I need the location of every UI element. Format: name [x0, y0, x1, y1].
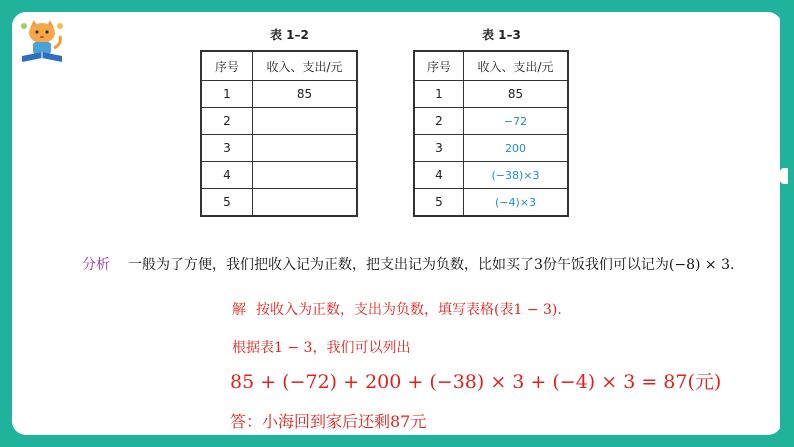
- table-row: [201, 189, 357, 217]
- table-cell: 3: [201, 135, 253, 162]
- column-header: 序号: [414, 51, 464, 81]
- table-cell: [253, 162, 358, 189]
- filled-table-cell: 200: [464, 135, 569, 162]
- table-row: [414, 81, 568, 108]
- solution-paragraph: [232, 299, 562, 319]
- table-row: [414, 135, 568, 162]
- table-cell: 4: [201, 162, 253, 189]
- table-row: [414, 189, 568, 217]
- table-row: [201, 81, 357, 108]
- column-header: 收入、支出/元: [464, 51, 569, 81]
- equation: 85 + (−72) + 200 + (−38) × 3 + (−4) × 3 = 87(元): [230, 371, 722, 393]
- side-tab: [780, 0, 794, 447]
- slide-canvas: [12, 12, 782, 435]
- filled-table-cell: −72: [464, 108, 569, 135]
- table-row: [201, 135, 357, 162]
- table-cell: [253, 189, 358, 217]
- analysis-paragraph: [82, 254, 782, 274]
- table-1-2: [200, 50, 358, 217]
- side-tab-notch: [780, 168, 788, 184]
- solution-label: 解: [232, 302, 246, 318]
- solution-text: 按收入为正数，支出为负数，填写表格(表1 − 3).: [256, 302, 562, 318]
- table-row: [201, 108, 357, 135]
- column-header: 序号: [201, 51, 253, 81]
- column-header: 收入、支出/元: [253, 51, 358, 81]
- table-cell: 5: [414, 189, 464, 217]
- table-cell: 4: [414, 162, 464, 189]
- table-cell: 2: [414, 108, 464, 135]
- table-cell: 2: [201, 108, 253, 135]
- table-cell: 1: [201, 81, 253, 108]
- table-1-3: [413, 50, 569, 217]
- table-row: [201, 162, 357, 189]
- answer-text: 答：小海回到家后还剩87元: [230, 412, 427, 431]
- table-row: [414, 108, 568, 135]
- table-1-3-title: 表 1–3: [482, 28, 521, 42]
- basis-text: 根据表1 − 3，我们可以列出: [232, 340, 411, 356]
- cat-reading-book-icon: [16, 16, 68, 68]
- table-cell: 85: [464, 81, 569, 108]
- table-header-row: [414, 51, 568, 81]
- table-cell: 1: [414, 81, 464, 108]
- table-row: [414, 162, 568, 189]
- analysis-text: 一般为了方便，我们把收入记为正数，把支出记为负数，比如买了3份午饭我们可以记为(−8) × 3.: [128, 257, 735, 273]
- table-cell: [253, 108, 358, 135]
- table-cell: 3: [414, 135, 464, 162]
- table-cell: 5: [201, 189, 253, 217]
- filled-table-cell: (−4)×3: [464, 189, 569, 217]
- analysis-label: 分析: [82, 257, 110, 273]
- table-cell: [253, 135, 358, 162]
- table-cell: 85: [253, 81, 358, 108]
- table-header-row: [201, 51, 357, 81]
- table-1-2-title: 表 1–2: [270, 28, 309, 42]
- filled-table-cell: (−38)×3: [464, 162, 569, 189]
